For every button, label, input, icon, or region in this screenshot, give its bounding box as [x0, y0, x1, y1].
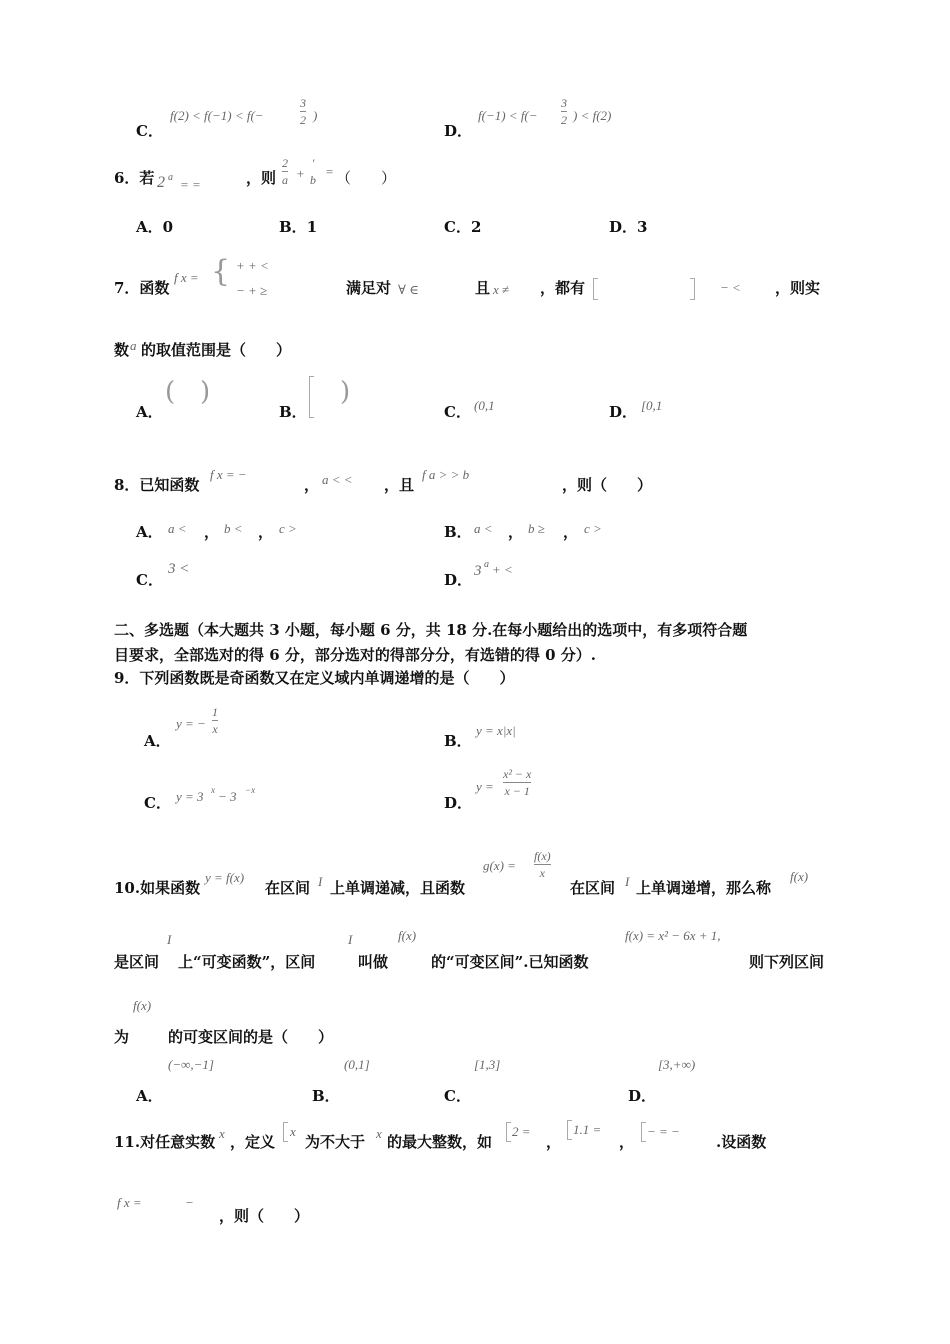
- q8-option-b-part1: a <: [474, 521, 493, 536]
- q8-fx: f x = −: [210, 467, 247, 482]
- q8-option-a-label[interactable]: A．: [136, 523, 163, 541]
- q10-increasing: 上单调递增，那么称: [636, 879, 772, 897]
- q8-cond1-expr: a < <: [322, 472, 353, 487]
- q10-line2-p4: 的“可变区间”.已知函数: [431, 953, 589, 971]
- q8-option-c-label[interactable]: C．: [136, 571, 163, 589]
- q5-c-frac-den: 2: [300, 113, 306, 127]
- q10-g-num: f(x): [534, 849, 551, 863]
- q5-option-d-label: D．: [444, 122, 473, 140]
- q6-option-c[interactable]: [444, 217, 481, 237]
- q8-and: ，且: [384, 476, 415, 494]
- section2-heading-line2: 目要求，全部选对的得 6 分，部分选对的得部分分，有选错的得 0 分）.: [114, 646, 596, 664]
- q8-option-d-base: 3: [474, 563, 482, 579]
- q11-x-1: x: [219, 1126, 225, 1141]
- q10-g-lhs: g(x) =: [483, 858, 516, 873]
- q10-option-c-value: [1,3]: [474, 1057, 501, 1072]
- q8-option-a-part1: a <: [168, 521, 187, 536]
- q10-fx-1: f(x): [790, 869, 809, 884]
- q6-option-b-label: B．: [279, 218, 307, 236]
- q7-option-d-value: [0,1: [641, 398, 663, 413]
- q7-bracket-right: [690, 278, 695, 300]
- q8-sep1: ，: [304, 476, 320, 494]
- q9-option-d-expr: y =: [476, 779, 494, 794]
- q6-eq: =: [325, 164, 334, 179]
- q10-fx-3: f(x): [133, 998, 152, 1013]
- q9-option-d-label[interactable]: D．: [444, 794, 473, 812]
- q11-bracket-x: x: [290, 1124, 296, 1139]
- q7-bracket-left: [593, 278, 598, 300]
- q11-fx-expr: −: [185, 1195, 194, 1210]
- q6-frac1-den: a: [282, 173, 288, 187]
- q5-option-d-expr: f(−1) < f(−: [478, 108, 538, 123]
- q9-stem: 9．下列函数既是奇函数又在定义域内单调递增的是（ ）: [114, 669, 515, 687]
- q7-option-c-value: (0,1: [474, 398, 495, 413]
- q10-option-d-value: [3,+∞): [658, 1057, 696, 1072]
- q7-piece-row2: − + ≥: [236, 283, 268, 298]
- q8-cond2-expr: f a > > b: [422, 467, 470, 482]
- q6-fraction-1: [282, 156, 288, 187]
- q10-fx-2: f(x): [398, 928, 417, 943]
- q11-then: ，则（ ）: [219, 1207, 310, 1225]
- q7-condition-text: 满足对: [346, 279, 392, 297]
- q8-option-a-sep1: ，: [204, 523, 220, 541]
- q10-I-2: I: [625, 874, 630, 889]
- q10-g-den: x: [539, 866, 545, 880]
- q11-fx: f x =: [117, 1195, 142, 1210]
- q9-option-c-label[interactable]: C．: [144, 794, 171, 812]
- q6-option-c-label: C．: [444, 218, 471, 236]
- q5-d-frac-num: 3: [561, 96, 567, 110]
- q10-intro: 10.如果函数: [114, 879, 201, 897]
- q8-option-b-part2: b ≥: [528, 521, 545, 536]
- q11-set-function: .设函数: [716, 1133, 767, 1151]
- q6-option-d-value: 3: [637, 218, 648, 236]
- q5-c-frac-num: 3: [300, 96, 306, 110]
- section2-heading-line1: 二、多选题（本大题共 3 小题，每小题 6 分，共 18 分.在每小题给出的选项中，有多项符合题: [114, 621, 748, 639]
- q9-option-c-mid: − 3: [218, 789, 237, 804]
- q6-answer-blank: （ ）: [336, 169, 397, 187]
- q10-line2-p5: 则下列区间: [749, 953, 825, 971]
- q9-option-b-expr: y = x|x|: [476, 723, 516, 738]
- q11-sep-1: ，: [546, 1133, 562, 1151]
- q10-line3-p1: 为: [114, 1028, 130, 1046]
- q6-option-b-value: 1: [306, 218, 318, 236]
- q10-I-3: I: [167, 932, 172, 947]
- q7-number: 7．函数: [114, 279, 170, 297]
- q7-then: ，则实: [775, 279, 821, 297]
- q6-frac2-num: ': [311, 156, 315, 170]
- q8-number: 8．已知函数: [114, 476, 200, 494]
- q6-option-a[interactable]: [136, 217, 173, 237]
- q6-option-d-label: D．: [609, 218, 638, 236]
- q6-frac1-num: 2: [282, 156, 288, 170]
- q6-number: 6．若: [114, 169, 155, 187]
- q11-example-3: − = −: [647, 1124, 680, 1139]
- q6-option-b[interactable]: [279, 217, 317, 237]
- q7-option-b-paren-right: ): [340, 377, 351, 407]
- q7-forall: ∀ ∈: [398, 282, 419, 297]
- q9-a-den: x: [212, 722, 218, 736]
- q6-frac2-den: b: [310, 173, 316, 187]
- q9-option-d-fraction: [503, 767, 531, 798]
- q6-option-a-value: 0: [162, 218, 174, 236]
- q10-I-4: I: [348, 932, 353, 947]
- q9-option-c-sup2: −x: [245, 785, 256, 795]
- q6-expr-eq: = =: [180, 177, 201, 192]
- q10-line2-p2: 上“可变函数”，区间: [178, 953, 316, 971]
- q11-example-1: 2 =: [512, 1124, 531, 1139]
- q7-option-b-bracket-left: [309, 376, 314, 418]
- q6-expr-base: 2: [157, 174, 165, 191]
- q10-in-interval-2: 在区间: [570, 879, 616, 897]
- q7-piece-row1: + + <: [236, 258, 269, 273]
- q6-expr-sup: a: [168, 172, 173, 183]
- q5-option-d-fraction: [561, 96, 567, 127]
- q10-decreasing: 上单调递减，且函数: [330, 879, 466, 897]
- q10-f-definition: f(x) = x² − 6x + 1,: [625, 928, 721, 943]
- q9-option-a-expr: y = −: [176, 716, 206, 731]
- q11-ex2-bracket: [567, 1120, 572, 1140]
- q10-option-a-label[interactable]: A．: [136, 1087, 163, 1105]
- q11-x-2: x: [376, 1126, 382, 1141]
- q8-option-a-part2: b <: [224, 521, 243, 536]
- q11-sep-2: ，: [619, 1133, 635, 1151]
- q7-option-a-label[interactable]: A．: [136, 403, 163, 421]
- q11-not-greater: 为不大于: [305, 1133, 366, 1151]
- q10-option-a-value: (−∞,−1]: [168, 1057, 214, 1072]
- q7-have: ，都有: [540, 279, 586, 297]
- q8-option-d-sup: a: [484, 559, 489, 570]
- q11-ex1-bracket: [506, 1122, 511, 1142]
- q7-piecewise-brace: {: [211, 254, 231, 289]
- q5-option-c-label: C．: [136, 122, 163, 140]
- q10-y-eq-fx: y = f(x): [205, 870, 245, 885]
- q8-option-a-part3: c >: [279, 521, 297, 536]
- q9-d-num: x² − x: [503, 767, 532, 781]
- q9-option-a-fraction: [212, 705, 218, 736]
- q6-then: ，则: [246, 169, 277, 187]
- q11-floor-bracket: [283, 1122, 288, 1142]
- q9-option-a-label[interactable]: A．: [144, 732, 171, 750]
- q6-plus: +: [296, 166, 305, 181]
- q7-a-variable: a: [130, 338, 137, 353]
- q10-in-interval: 在区间: [265, 879, 311, 897]
- q8-option-b-sep2: ，: [563, 523, 579, 541]
- q9-a-num: 1: [212, 705, 218, 719]
- q11-max-int: 的最大整数，如: [387, 1133, 493, 1151]
- q11-intro: 11.对任意实数: [114, 1133, 216, 1151]
- q10-g-fraction: [534, 849, 551, 880]
- q7-line2-pre: 数: [114, 341, 130, 359]
- q9-option-b-label[interactable]: B．: [444, 732, 472, 750]
- q8-then: ，则（ ）: [562, 476, 653, 494]
- q8-option-b-sep1: ，: [508, 523, 524, 541]
- q9-d-den: x − 1: [504, 784, 530, 798]
- q10-option-b-value: (0,1]: [344, 1057, 370, 1072]
- q11-define: ，定义: [230, 1133, 276, 1151]
- q8-option-b-label[interactable]: B．: [444, 523, 472, 541]
- q9-option-c-sup1: x: [211, 785, 215, 795]
- q5-option-c-expr: f(2) < f(−1) < f(−: [170, 108, 264, 123]
- q7-tail-expr: − <: [720, 280, 741, 295]
- q10-line3-p2: 的可变区间的是（ ）: [168, 1028, 334, 1046]
- q5-option-c-close: ): [313, 108, 318, 123]
- q11-example-2: 1.1 =: [573, 1122, 602, 1137]
- q11-ex3-bracket: [641, 1122, 646, 1142]
- q10-line2-p1: 是区间: [114, 953, 160, 971]
- q8-option-d-rest: + <: [492, 562, 513, 577]
- q6-option-d[interactable]: [609, 217, 647, 237]
- q6-option-a-label: A．: [136, 218, 163, 236]
- q6-fraction-2: [310, 156, 316, 187]
- q10-option-c-label[interactable]: C．: [444, 1087, 471, 1105]
- q10-I-1: I: [318, 874, 323, 889]
- q8-option-b-part3: c >: [584, 521, 602, 536]
- q7-option-c-label[interactable]: C．: [444, 403, 471, 421]
- q7-option-a-paren-right: ): [200, 377, 211, 407]
- q10-line2-p3: 叫做: [358, 953, 389, 971]
- q7-option-d-label[interactable]: D．: [609, 403, 638, 421]
- q8-option-d-label[interactable]: D．: [444, 571, 473, 589]
- q10-option-b-label[interactable]: B．: [312, 1087, 340, 1105]
- q7-option-b-label[interactable]: B．: [279, 403, 307, 421]
- q8-option-c-expr: 3 <: [168, 561, 190, 577]
- q7-fx: f x =: [174, 270, 199, 285]
- q9-option-c-expr: y = 3: [176, 789, 204, 804]
- q7-option-a-paren-left: (: [165, 377, 176, 407]
- q5-d-frac-den: 2: [561, 113, 567, 127]
- q5-option-c-fraction: [300, 96, 306, 127]
- q7-line2-post: 的取值范围是（ ）: [141, 341, 292, 359]
- q6-option-c-value: 2: [470, 218, 482, 236]
- q7-neq: x ≠: [493, 282, 510, 297]
- q10-option-d-label[interactable]: D．: [628, 1087, 657, 1105]
- q7-and: 且: [475, 279, 491, 297]
- q8-option-a-sep2: ，: [258, 523, 274, 541]
- q5-option-d-close: ) < f(2): [573, 108, 612, 123]
